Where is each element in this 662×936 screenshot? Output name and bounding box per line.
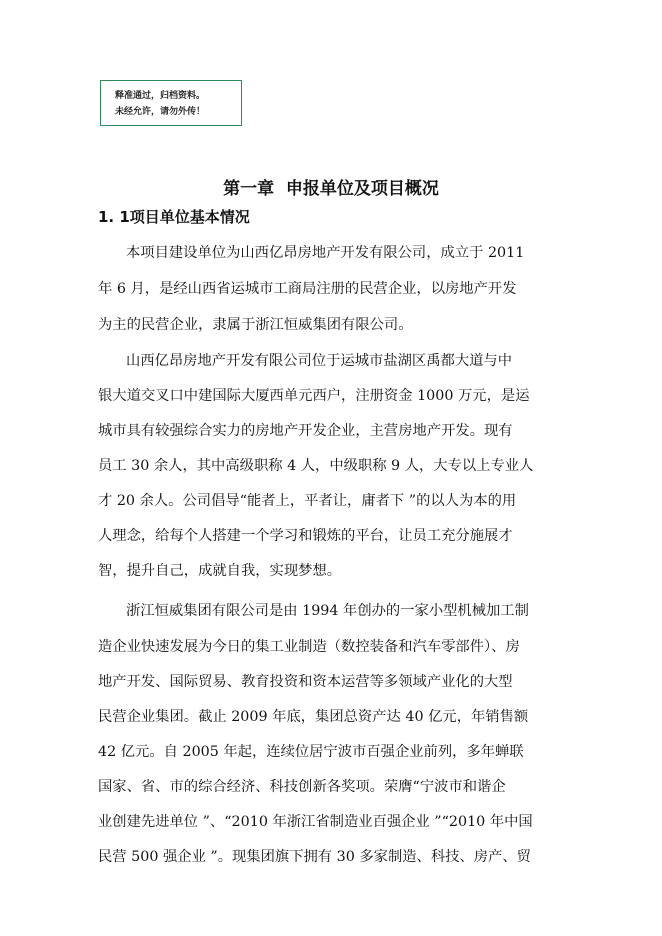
paragraph-2-line-2: 银大道交叉口中建国际大厦西单元西户，注册资金 1000 万元，是运 xyxy=(98,388,530,404)
paragraph-3-line-1: 浙江恒威集团有限公司是由 1994 年创办的一家小型机械加工制 xyxy=(126,603,529,619)
paragraph-3-line-4: 民营企业集团。截止 2009 年底，集团总资产达 40 亿元，年销售额 xyxy=(98,709,529,725)
paragraph-2-line-6: 人理念，给每个人搭建一个学习和锻炼的平台，让员工充分施展才 xyxy=(98,528,513,544)
chapter-title: 第一章 申报单位及项目概况 xyxy=(223,179,439,199)
paragraph-2-line-4: 员工 30 余人，其中高级职称 4 人，中级职称 9 人，大专以上专业人 xyxy=(98,458,534,474)
paragraph-2-line-5: 才 20 余人。公司倡导“能者上，平者让，庸者下 ”的以人为本的用 xyxy=(98,493,517,509)
paragraph-3-line-6: 国家、省、市的综合经济、科技创新各奖项。荣膺“宁波市和谐企 xyxy=(98,779,506,795)
paragraph-3-line-3: 地产开发、国际贸易、教育投资和资本运营等多领域产业化的大型 xyxy=(98,674,513,690)
paragraph-3-line-8: 民营 500 强企业 ”。现集团旗下拥有 30 多家制造、科技、房产、贸 xyxy=(98,849,531,865)
notice-line-1: 释准通过，归档资料。 xyxy=(115,91,206,101)
paragraph-3-line-5: 42 亿元。自 2005 年起，连续位居宁波市百强企业前列，多年蝉联 xyxy=(98,744,524,760)
paragraph-3-line-7: 业创建先进单位 ”、“2010 年浙江省制造业百强企业 ”“2010 年中国 xyxy=(98,814,533,830)
paragraph-2-line-1: 山西亿昂房地产开发有限公司位于运城市盐湖区禹都大道与中 xyxy=(126,353,513,369)
paragraph-1-line-1: 本项目建设单位为山西亿昂房地产开发有限公司，成立于 2011 xyxy=(126,245,525,261)
paragraph-3-line-2: 造企业快速发展为今日的集工业制造（数控装备和汽车零部件）、房 xyxy=(98,639,520,655)
paragraph-2-line-3: 城市具有较强综合实力的房地产开发企业，主营房地产开发。现有 xyxy=(98,423,513,439)
section-title: 1. 1项目单位基本情况 xyxy=(98,208,250,226)
paragraph-2-line-7: 智，提升自己，成就自我，实现梦想。 xyxy=(98,563,342,579)
confidential-notice-box xyxy=(100,80,242,126)
notice-line-2: 未经允许，请勿外传！ xyxy=(115,107,206,117)
paragraph-1-line-2: 年 6 月，是经山西省运城市工商局注册的民营企业，以房地产开发 xyxy=(98,281,517,297)
paragraph-1-line-3: 为主的民营企业，隶属于浙江恒威集团有限公司。 xyxy=(98,317,413,333)
